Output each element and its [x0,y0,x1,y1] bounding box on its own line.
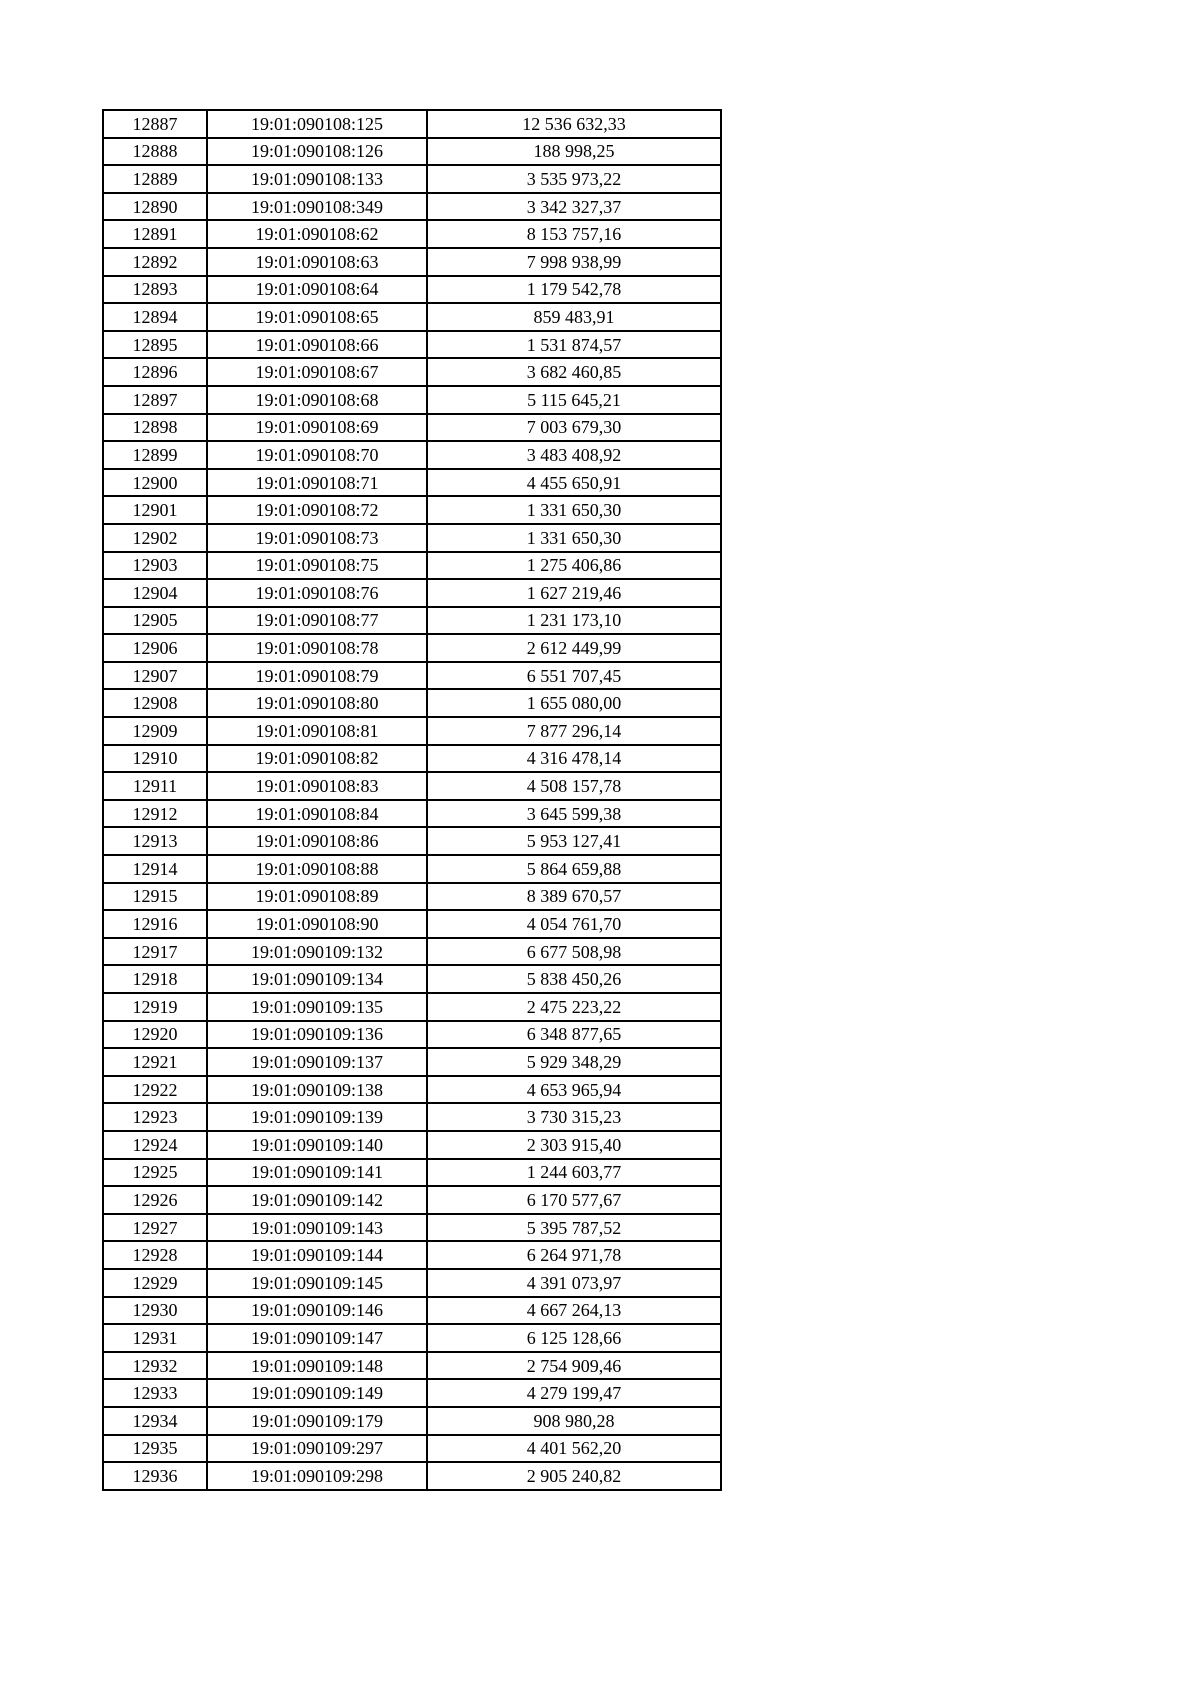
table-row [103,1214,721,1242]
value-cell: 5 929 348,29 [427,1048,721,1076]
table-row [103,607,721,635]
cadastral-number-cell: 19:01:090109:297 [207,1435,427,1463]
cadastral-number-cell: 19:01:090108:349 [207,193,427,221]
row-number-cell: 12896 [103,358,207,386]
value-cell: 4 508 157,78 [427,772,721,800]
value-cell: 4 054 761,70 [427,910,721,938]
table-row [103,1076,721,1104]
cadastral-number-cell: 19:01:090108:70 [207,441,427,469]
value-cell: 3 730 315,23 [427,1103,721,1131]
value-cell: 6 677 508,98 [427,938,721,966]
cadastral-number-cell: 19:01:090109:149 [207,1379,427,1407]
value-cell: 1 531 874,57 [427,331,721,359]
row-number-cell: 12912 [103,800,207,828]
table-row [103,414,721,442]
value-cell: 3 342 327,37 [427,193,721,221]
cadastral-number-cell: 19:01:090108:66 [207,331,427,359]
value-cell: 4 279 199,47 [427,1379,721,1407]
cadastral-number-cell: 19:01:090109:135 [207,993,427,1021]
table-row [103,910,721,938]
table-row [103,1435,721,1463]
table-row [103,110,721,138]
table-row [103,386,721,414]
cadastral-number-cell: 19:01:090109:144 [207,1241,427,1269]
value-cell: 4 401 562,20 [427,1435,721,1463]
table-row [103,138,721,166]
value-cell: 2 905 240,82 [427,1462,721,1490]
row-number-cell: 12922 [103,1076,207,1104]
cadastral-number-cell: 19:01:090108:88 [207,855,427,883]
row-number-cell: 12891 [103,220,207,248]
cadastral-number-cell: 19:01:090108:77 [207,607,427,635]
value-cell: 1 244 603,77 [427,1159,721,1187]
row-number-cell: 12933 [103,1379,207,1407]
value-cell: 5 395 787,52 [427,1214,721,1242]
row-number-cell: 12932 [103,1352,207,1380]
cadastral-number-cell: 19:01:090109:145 [207,1269,427,1297]
value-cell: 4 316 478,14 [427,745,721,773]
table-row [103,800,721,828]
cadastral-number-cell: 19:01:090109:137 [207,1048,427,1076]
table-row [103,883,721,911]
value-cell: 5 838 450,26 [427,965,721,993]
value-cell: 859 483,91 [427,303,721,331]
table-row [103,331,721,359]
row-number-cell: 12914 [103,855,207,883]
value-cell: 1 179 542,78 [427,276,721,304]
table-row [103,1379,721,1407]
row-number-cell: 12916 [103,910,207,938]
value-cell: 4 391 073,97 [427,1269,721,1297]
cadastral-number-cell: 19:01:090108:78 [207,634,427,662]
value-cell: 1 627 219,46 [427,579,721,607]
row-number-cell: 12925 [103,1159,207,1187]
value-cell: 1 231 173,10 [427,607,721,635]
row-number-cell: 12924 [103,1131,207,1159]
row-number-cell: 12928 [103,1241,207,1269]
cadastral-number-cell: 19:01:090108:86 [207,827,427,855]
cadastral-number-cell: 19:01:090108:84 [207,800,427,828]
table-body [103,110,721,1490]
row-number-cell: 12899 [103,441,207,469]
row-number-cell: 12936 [103,1462,207,1490]
value-cell: 6 348 877,65 [427,1021,721,1049]
cadastral-number-cell: 19:01:090109:148 [207,1352,427,1380]
value-cell: 3 682 460,85 [427,358,721,386]
row-number-cell: 12935 [103,1435,207,1463]
table-row [103,1131,721,1159]
table-row [103,248,721,276]
cadastral-number-cell: 19:01:090109:147 [207,1324,427,1352]
cadastral-number-cell: 19:01:090109:141 [207,1159,427,1187]
value-cell: 5 115 645,21 [427,386,721,414]
row-number-cell: 12934 [103,1407,207,1435]
value-cell: 908 980,28 [427,1407,721,1435]
cadastral-number-cell: 19:01:090109:146 [207,1297,427,1325]
cadastral-number-cell: 19:01:090109:298 [207,1462,427,1490]
row-number-cell: 12927 [103,1214,207,1242]
row-number-cell: 12909 [103,717,207,745]
value-cell: 4 455 650,91 [427,469,721,497]
row-number-cell: 12892 [103,248,207,276]
value-cell: 3 483 408,92 [427,441,721,469]
table-row [103,165,721,193]
cadastral-number-cell: 19:01:090108:65 [207,303,427,331]
row-number-cell: 12930 [103,1297,207,1325]
value-cell: 1 331 650,30 [427,524,721,552]
cadastral-number-cell: 19:01:090109:134 [207,965,427,993]
table-row [103,1324,721,1352]
value-cell: 2 303 915,40 [427,1131,721,1159]
table-row [103,689,721,717]
table-row [103,1352,721,1380]
table-row [103,1021,721,1049]
table-row [103,993,721,1021]
cadastral-number-cell: 19:01:090108:79 [207,662,427,690]
cadastral-number-cell: 19:01:090108:75 [207,552,427,580]
table-row [103,579,721,607]
cadastral-number-cell: 19:01:090108:63 [207,248,427,276]
table-row [103,772,721,800]
value-cell: 7 003 679,30 [427,414,721,442]
value-cell: 12 536 632,33 [427,110,721,138]
cadastral-number-cell: 19:01:090108:82 [207,745,427,773]
value-cell: 1 275 406,86 [427,552,721,580]
table-row [103,634,721,662]
row-number-cell: 12919 [103,993,207,1021]
row-number-cell: 12888 [103,138,207,166]
row-number-cell: 12929 [103,1269,207,1297]
row-number-cell: 12889 [103,165,207,193]
row-number-cell: 12915 [103,883,207,911]
cadastral-number-cell: 19:01:090109:136 [207,1021,427,1049]
cadastral-number-cell: 19:01:090108:81 [207,717,427,745]
table-row [103,552,721,580]
table-row [103,1241,721,1269]
row-number-cell: 12926 [103,1186,207,1214]
cadastral-number-cell: 19:01:090109:143 [207,1214,427,1242]
row-number-cell: 12923 [103,1103,207,1131]
row-number-cell: 12903 [103,552,207,580]
table-row [103,193,721,221]
table-row [103,276,721,304]
table-row [103,1462,721,1490]
cadastral-number-cell: 19:01:090108:71 [207,469,427,497]
row-number-cell: 12910 [103,745,207,773]
row-number-cell: 12893 [103,276,207,304]
table-row [103,827,721,855]
row-number-cell: 12905 [103,607,207,635]
row-number-cell: 12900 [103,469,207,497]
table-row [103,745,721,773]
row-number-cell: 12913 [103,827,207,855]
value-cell: 1 331 650,30 [427,496,721,524]
cadastral-number-cell: 19:01:090108:83 [207,772,427,800]
table-row [103,1186,721,1214]
row-number-cell: 12904 [103,579,207,607]
value-cell: 6 551 707,45 [427,662,721,690]
row-number-cell: 12898 [103,414,207,442]
value-cell: 6 170 577,67 [427,1186,721,1214]
value-cell: 3 535 973,22 [427,165,721,193]
table-row [103,358,721,386]
cadastral-number-cell: 19:01:090108:73 [207,524,427,552]
cadastral-number-cell: 19:01:090108:62 [207,220,427,248]
cadastral-number-cell: 19:01:090109:138 [207,1076,427,1104]
value-cell: 7 998 938,99 [427,248,721,276]
cadastral-number-cell: 19:01:090108:68 [207,386,427,414]
cadastral-number-cell: 19:01:090108:126 [207,138,427,166]
row-number-cell: 12895 [103,331,207,359]
cadastral-number-cell: 19:01:090108:89 [207,883,427,911]
row-number-cell: 12911 [103,772,207,800]
table-row [103,469,721,497]
row-number-cell: 12897 [103,386,207,414]
cadastral-number-cell: 19:01:090108:76 [207,579,427,607]
value-cell: 3 645 599,38 [427,800,721,828]
cadastral-number-cell: 19:01:090109:132 [207,938,427,966]
value-cell: 7 877 296,14 [427,717,721,745]
row-number-cell: 12894 [103,303,207,331]
cadastral-number-cell: 19:01:090108:90 [207,910,427,938]
table-row [103,1159,721,1187]
value-cell: 8 153 757,16 [427,220,721,248]
cadastral-number-cell: 19:01:090108:125 [207,110,427,138]
cadastral-number-cell: 19:01:090108:133 [207,165,427,193]
table-row [103,938,721,966]
row-number-cell: 12890 [103,193,207,221]
table-row [103,717,721,745]
table-row [103,220,721,248]
value-cell: 6 125 128,66 [427,1324,721,1352]
table-row [103,662,721,690]
cadastral-number-cell: 19:01:090109:139 [207,1103,427,1131]
table-row [103,1407,721,1435]
row-number-cell: 12921 [103,1048,207,1076]
cadastral-number-cell: 19:01:090108:80 [207,689,427,717]
row-number-cell: 12917 [103,938,207,966]
value-cell: 4 653 965,94 [427,1076,721,1104]
table-row [103,855,721,883]
row-number-cell: 12920 [103,1021,207,1049]
row-number-cell: 12918 [103,965,207,993]
table-row [103,303,721,331]
cadastral-number-cell: 19:01:090109:140 [207,1131,427,1159]
cadastral-number-cell: 19:01:090109:179 [207,1407,427,1435]
value-cell: 2 475 223,22 [427,993,721,1021]
value-cell: 6 264 971,78 [427,1241,721,1269]
value-cell: 1 655 080,00 [427,689,721,717]
table-row [103,1297,721,1325]
table-row [103,1048,721,1076]
table-row [103,1269,721,1297]
row-number-cell: 12931 [103,1324,207,1352]
value-cell: 2 612 449,99 [427,634,721,662]
table-row [103,965,721,993]
table-row [103,524,721,552]
cadastral-number-cell: 19:01:090108:64 [207,276,427,304]
value-cell: 5 953 127,41 [427,827,721,855]
table-row [103,441,721,469]
value-cell: 5 864 659,88 [427,855,721,883]
cadastral-number-cell: 19:01:090109:142 [207,1186,427,1214]
cadastral-value-table [102,109,722,1491]
table-row [103,496,721,524]
row-number-cell: 12887 [103,110,207,138]
cadastral-number-cell: 19:01:090108:67 [207,358,427,386]
row-number-cell: 12902 [103,524,207,552]
cadastral-number-cell: 19:01:090108:69 [207,414,427,442]
value-cell: 4 667 264,13 [427,1297,721,1325]
value-cell: 2 754 909,46 [427,1352,721,1380]
value-cell: 8 389 670,57 [427,883,721,911]
cadastral-number-cell: 19:01:090108:72 [207,496,427,524]
row-number-cell: 12908 [103,689,207,717]
value-cell: 188 998,25 [427,138,721,166]
table-row [103,1103,721,1131]
row-number-cell: 12906 [103,634,207,662]
row-number-cell: 12907 [103,662,207,690]
row-number-cell: 12901 [103,496,207,524]
